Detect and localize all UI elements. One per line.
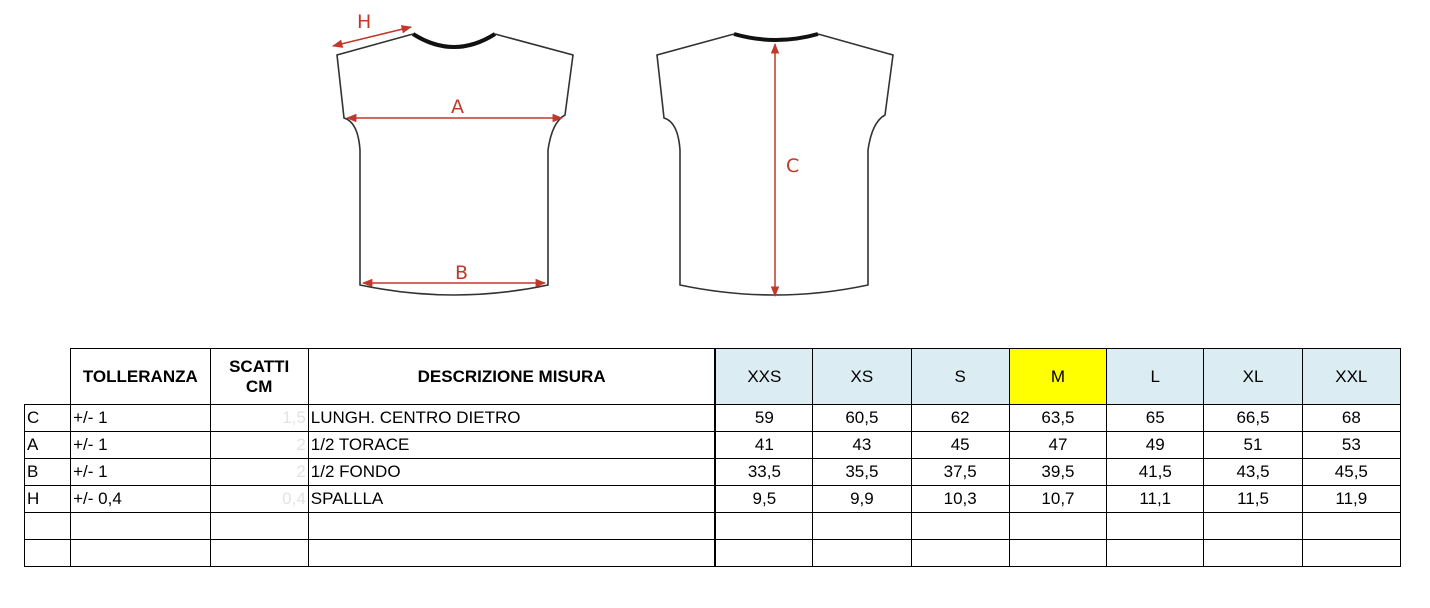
front-outline xyxy=(337,34,573,295)
value-s: 62 xyxy=(911,405,1009,432)
value-xxl: 11,9 xyxy=(1302,486,1400,513)
row-description: SPALLLA xyxy=(308,486,715,513)
row-tolerance: +/- 1 xyxy=(71,405,210,432)
row-step: 2 xyxy=(210,432,308,459)
row-code: H xyxy=(25,486,71,513)
value-xxs: 9,5 xyxy=(715,486,812,513)
value-xs: 35,5 xyxy=(813,459,911,486)
row-description: 1/2 FONDO xyxy=(308,459,715,486)
row-code: B xyxy=(25,459,71,486)
value-xs: 43 xyxy=(813,432,911,459)
table-row xyxy=(25,405,1401,432)
value-xl: 43,5 xyxy=(1204,459,1302,486)
value-xs: 60,5 xyxy=(813,405,911,432)
measurement-table xyxy=(24,348,1401,567)
value-xxs: 41 xyxy=(715,432,812,459)
back-collar xyxy=(734,34,818,40)
row-code: C xyxy=(25,405,71,432)
value-l: 49 xyxy=(1107,432,1204,459)
header-scatti xyxy=(210,349,308,405)
value-s: 37,5 xyxy=(911,459,1009,486)
row-description: 1/2 TORACE xyxy=(308,432,715,459)
value-xxl: 45,5 xyxy=(1302,459,1400,486)
front-collar xyxy=(413,34,495,47)
label-h: H xyxy=(357,11,372,33)
table-row xyxy=(25,459,1401,486)
value-m: 47 xyxy=(1009,432,1106,459)
table-row xyxy=(25,486,1401,513)
header-scatti-line2: CM xyxy=(245,376,273,396)
value-l: 11,1 xyxy=(1107,486,1204,513)
value-l: 65 xyxy=(1107,405,1204,432)
value-xxs: 59 xyxy=(715,405,812,432)
measure-line-h xyxy=(333,27,411,46)
value-m: 63,5 xyxy=(1009,405,1106,432)
row-tolerance: +/- 0,4 xyxy=(71,486,210,513)
value-xl: 11,5 xyxy=(1204,486,1302,513)
row-description: LUNGH. CENTRO DIETRO xyxy=(308,405,715,432)
value-xl: 51 xyxy=(1204,432,1302,459)
row-step: 0,4 xyxy=(210,486,308,513)
size-header-s: S xyxy=(911,349,1009,405)
row-tolerance: +/- 1 xyxy=(71,432,210,459)
value-s: 45 xyxy=(911,432,1009,459)
row-tolerance: +/- 1 xyxy=(71,459,210,486)
value-xxs: 33,5 xyxy=(715,459,812,486)
table-row xyxy=(25,432,1401,459)
value-s: 10,3 xyxy=(911,486,1009,513)
size-header-xl: XL xyxy=(1204,349,1302,405)
row-step: 2 xyxy=(210,459,308,486)
front-view xyxy=(333,11,573,295)
value-xxl: 53 xyxy=(1302,432,1400,459)
label-a: A xyxy=(451,96,464,118)
label-c: C xyxy=(786,155,800,177)
header-blank-cell xyxy=(25,349,71,405)
header-scatti-line1: SCATTI xyxy=(229,356,290,376)
header-tolleranza: TOLLERANZA xyxy=(71,349,210,405)
size-header-xxs: XXS xyxy=(715,349,812,405)
size-header-xxl: XXL xyxy=(1302,349,1400,405)
back-view xyxy=(657,34,893,296)
value-m: 39,5 xyxy=(1009,459,1106,486)
value-xxl: 68 xyxy=(1302,405,1400,432)
value-l: 41,5 xyxy=(1107,459,1204,486)
row-step: 1,5 xyxy=(210,405,308,432)
header-descrizione: DESCRIZIONE MISURA xyxy=(308,349,715,405)
value-xl: 66,5 xyxy=(1204,405,1302,432)
empty-row xyxy=(25,540,1401,567)
value-xs: 9,9 xyxy=(813,486,911,513)
row-code: A xyxy=(25,432,71,459)
value-m: 10,7 xyxy=(1009,486,1106,513)
label-b: B xyxy=(455,262,469,284)
header-row xyxy=(25,349,1401,405)
size-header-xs: XS xyxy=(813,349,911,405)
size-header-m-selected: M xyxy=(1009,349,1106,405)
size-header-l: L xyxy=(1107,349,1204,405)
empty-row xyxy=(25,513,1401,540)
